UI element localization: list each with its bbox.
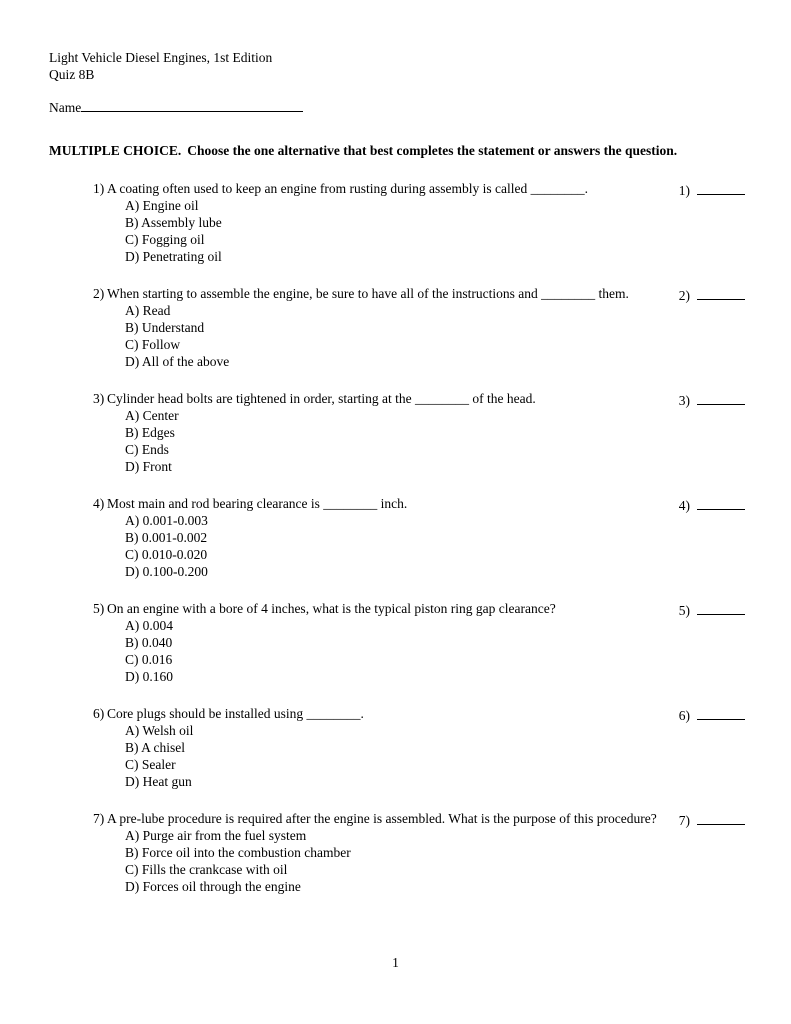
choice-c: C) Fogging oil [125,232,205,247]
page-number: 1 [392,955,399,970]
answer-number: 6) [678,708,690,723]
choice-list [125,512,673,580]
question-main [93,705,673,790]
choice-c: C) Sealer [125,757,176,772]
question-number: 3) [93,391,105,406]
answer-area [679,810,745,829]
choice-d: D) Forces oil through the engine [125,879,301,894]
answer-area [679,390,745,409]
answer-blank [697,390,745,405]
section-text: Choose the one alternative that best completes the statement or answers the question. [187,143,678,158]
question-number: 7) [93,811,105,826]
choice-c: C) Follow [125,337,181,352]
name-label: Name [49,100,82,115]
question-text: Core plugs should be installed using ________. [107,706,364,721]
choice-b: B) A chisel [125,740,185,755]
answer-blank [697,810,745,825]
choice-a: A) Engine oil [125,198,199,213]
answer-blank [697,705,745,720]
choice-d: D) 0.160 [125,669,173,684]
choice-c: C) Fills the crankcase with oil [125,862,288,877]
choice-a: A) Welsh oil [125,723,194,738]
choice-list [125,722,673,790]
question-number: 5) [93,601,105,616]
choice-c: C) 0.016 [125,652,173,667]
question-text: On an engine with a bore of 4 inches, what is the typical piston ring gap clearance? [107,601,556,616]
choice-b: B) Edges [125,425,175,440]
choice-b: B) Force oil into the combustion chamber [125,845,351,860]
document-header [49,49,745,83]
choice-a: A) Purge air from the fuel system [125,828,307,843]
section-label: MULTIPLE CHOICE. [49,143,182,158]
question-3 [93,390,745,475]
question-text: A pre-lube procedure is required after the engine is assembled. What is the purpose of this procedure? [107,811,657,826]
choice-d: D) All of the above [125,354,230,369]
question-main [93,495,673,580]
choice-a: A) Read [125,303,171,318]
choice-list [125,197,673,265]
choice-list [125,302,673,370]
question-main [93,285,673,370]
choice-b: B) 0.040 [125,635,173,650]
section-instruction [49,142,745,159]
document-title: Light Vehicle Diesel Engines, 1st Edition [49,50,273,65]
choice-d: D) Heat gun [125,774,192,789]
question-main [93,810,673,895]
question-5 [93,600,745,685]
question-text: A coating often used to keep an engine from rusting during assembly is called ________. [107,181,589,196]
question-number: 4) [93,496,105,511]
quiz-number: Quiz 8B [49,67,95,82]
question-number: 2) [93,286,105,301]
answer-blank [697,495,745,510]
choice-b: B) 0.001-0.002 [125,530,208,545]
choice-b: B) Understand [125,320,205,335]
choice-c: C) 0.010-0.020 [125,547,208,562]
choice-a: A) Center [125,408,179,423]
answer-number: 1) [678,183,690,198]
question-text: Cylinder head bolts are tightened in order, starting at the ________ of the head. [107,391,536,406]
name-blank [81,97,303,112]
question-1 [93,180,745,265]
choice-b: B) Assembly lube [125,215,222,230]
question-list [49,180,745,895]
question-text: When starting to assemble the engine, be sure to have all of the instructions and ________ them. [107,286,629,301]
question-main [93,600,673,685]
choice-list [125,827,673,895]
answer-area [679,180,745,199]
choice-c: C) Ends [125,442,169,457]
question-2 [93,285,745,370]
answer-area [679,705,745,724]
choice-d: D) 0.100-0.200 [125,564,208,579]
choice-d: D) Penetrating oil [125,249,222,264]
choice-a: A) 0.001-0.003 [125,513,208,528]
question-6 [93,705,745,790]
answer-area [679,495,745,514]
answer-blank [697,285,745,300]
answer-number: 5) [678,603,690,618]
question-main [93,180,673,265]
answer-area [679,285,745,304]
question-number: 6) [93,706,105,721]
name-row [49,97,745,116]
answer-blank [697,180,745,195]
question-4 [93,495,745,580]
answer-blank [697,600,745,615]
question-number: 1) [93,181,105,196]
choice-a: A) 0.004 [125,618,173,633]
choice-d: D) Front [125,459,172,474]
answer-number: 2) [678,288,690,303]
question-text: Most main and rod bearing clearance is ________ inch. [107,496,408,511]
choice-list [125,407,673,475]
answer-number: 4) [678,498,690,513]
question-7 [93,810,745,895]
choice-list [125,617,673,685]
answer-number: 7) [678,813,690,828]
question-main [93,390,673,475]
answer-number: 3) [678,393,690,408]
answer-area [679,600,745,619]
